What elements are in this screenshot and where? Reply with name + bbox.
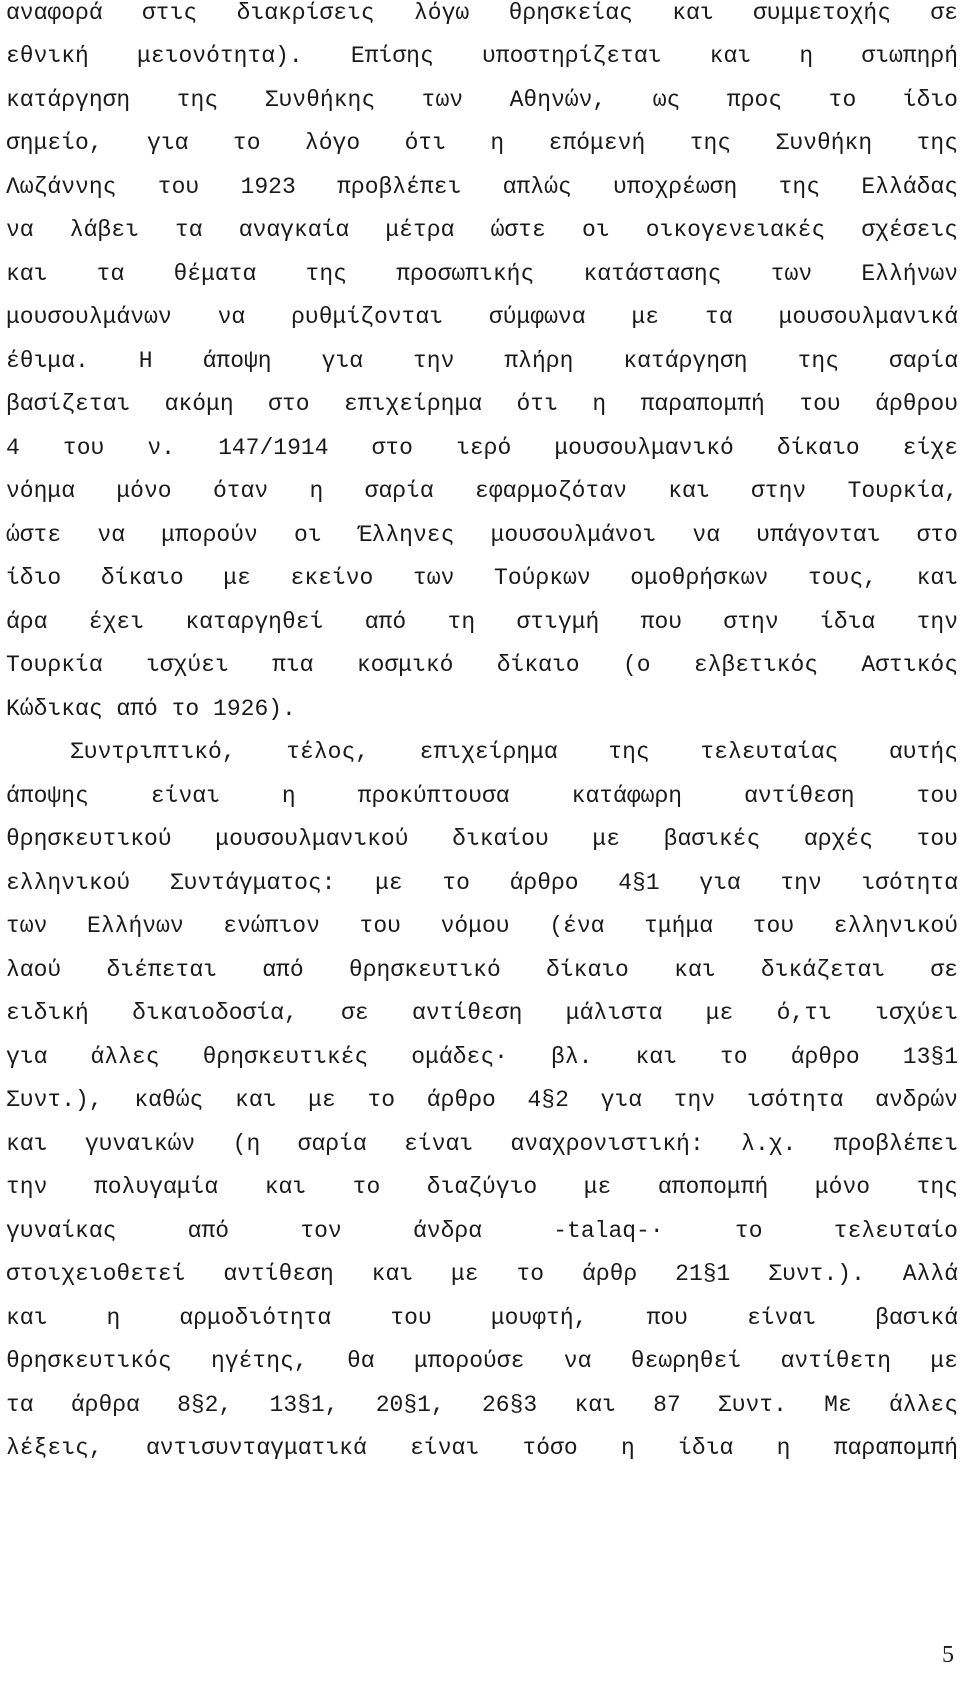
- text-line: γυναίκας από τον άνδρα -talaq-· το τελευταίο: [6, 1218, 958, 1244]
- page-number: 5: [942, 1642, 954, 1668]
- text-line: μουσουλμάνων να ρυθμίζονται σύμφωνα με τα μουσουλμανικά: [6, 304, 958, 330]
- text-line: τα άρθρα 8§2, 13§1, 20§1, 26§3 και 87 Συντ. Με άλλες: [6, 1392, 958, 1418]
- text-line: την πολυγαμία και το διαζύγιο με αποπομπή μόνο της: [6, 1174, 958, 1200]
- text-line: των Ελλήνων ενώπιον του νόμου (ένα τμήμα του ελληνικού: [6, 913, 958, 939]
- text-line: λαού διέπεται από θρησκευτικό δίκαιο και δικάζεται σε: [6, 957, 958, 983]
- text-line: ελληνικού Συντάγματος: με το άρθρο 4§1 για την ισότητα: [6, 870, 958, 896]
- text-line: στοιχειοθετεί αντίθεση και με το άρθρ 21§1 Συντ.). Αλλά: [6, 1261, 958, 1287]
- text-line: Συντ.), καθώς και με το άρθρο 4§2 για την ισότητα ανδρών: [6, 1087, 958, 1113]
- text-line: και η αρμοδιότητα του μουφτή, που είναι βασικά: [6, 1305, 958, 1331]
- text-line: σημείο, για το λόγο ότι η επόμενή της Συνθήκη της: [6, 130, 958, 156]
- text-line: Τουρκία ισχύει πια κοσμικό δίκαιο (ο ελβετικός Αστικός: [6, 652, 958, 678]
- text-line: Λωζάννης του 1923 προβλέπει απλώς υποχρέωση της Ελλάδας: [6, 174, 958, 200]
- text-line: άποψης είναι η προκύπτουσα κατάφωρη αντίθεση του: [6, 783, 958, 809]
- text-line: εθνική μειονότητα). Επίσης υποστηρίζεται και η σιωπηρή: [6, 43, 958, 69]
- text-line: και γυναικών (η σαρία είναι αναχρονιστική: λ.χ. προβλέπει: [6, 1131, 958, 1157]
- text-line: κατάργηση της Συνθήκης των Αθηνών, ως προς το ίδιο: [6, 87, 958, 113]
- text-line: θρησκευτικός ηγέτης, θα μπορούσε να θεωρηθεί αντίθετη με: [6, 1348, 958, 1374]
- text-line: Κώδικας από το 1926).: [6, 696, 296, 722]
- text-line: λέξεις, αντισυνταγματικά είναι τόσο η ίδια η παραπομπή: [6, 1435, 958, 1461]
- text-line: βασίζεται ακόμη στο επιχείρημα ότι η παραπομπή του άρθρου: [6, 391, 958, 417]
- paragraph-first-line: Συντριπτικό, τέλος, επιχείρημα της τελευταίας αυτής: [70, 739, 958, 765]
- text-line: άρα έχει καταργηθεί από τη στιγμή που στην ίδια την: [6, 609, 958, 635]
- text-line: 4 του ν. 147/1914 στο ιερό μουσουλμανικό δίκαιο είχε: [6, 435, 958, 461]
- text-line: νόημα μόνο όταν η σαρία εφαρμοζόταν και στην Τουρκία,: [6, 478, 958, 504]
- text-line: έθιμα. Η άποψη για την πλήρη κατάργηση της σαρία: [6, 348, 958, 374]
- text-line: να λάβει τα αναγκαία μέτρα ώστε οι οικογενειακές σχέσεις: [6, 217, 958, 243]
- document-page: [6, 0, 958, 1686]
- text-line: θρησκευτικού μουσουλμανικού δικαίου με βασικές αρχές του: [6, 826, 958, 852]
- text-line: ειδική δικαιοδοσία, σε αντίθεση μάλιστα με ό,τι ισχύει: [6, 1000, 958, 1026]
- text-line: ίδιο δίκαιο με εκείνο των Τούρκων ομοθρήσκων τους, και: [6, 565, 958, 591]
- text-line: ώστε να μπορούν οι Έλληνες μουσουλμάνοι να υπάγονται στο: [6, 522, 958, 548]
- text-line: για άλλες θρησκευτικές ομάδες· βλ. και το άρθρο 13§1: [6, 1044, 958, 1070]
- text-line: αναφορά στις διακρίσεις λόγω θρησκείας και συμμετοχής σε: [6, 0, 958, 26]
- text-line: και τα θέματα της προσωπικής κατάστασης των Ελλήνων: [6, 261, 958, 287]
